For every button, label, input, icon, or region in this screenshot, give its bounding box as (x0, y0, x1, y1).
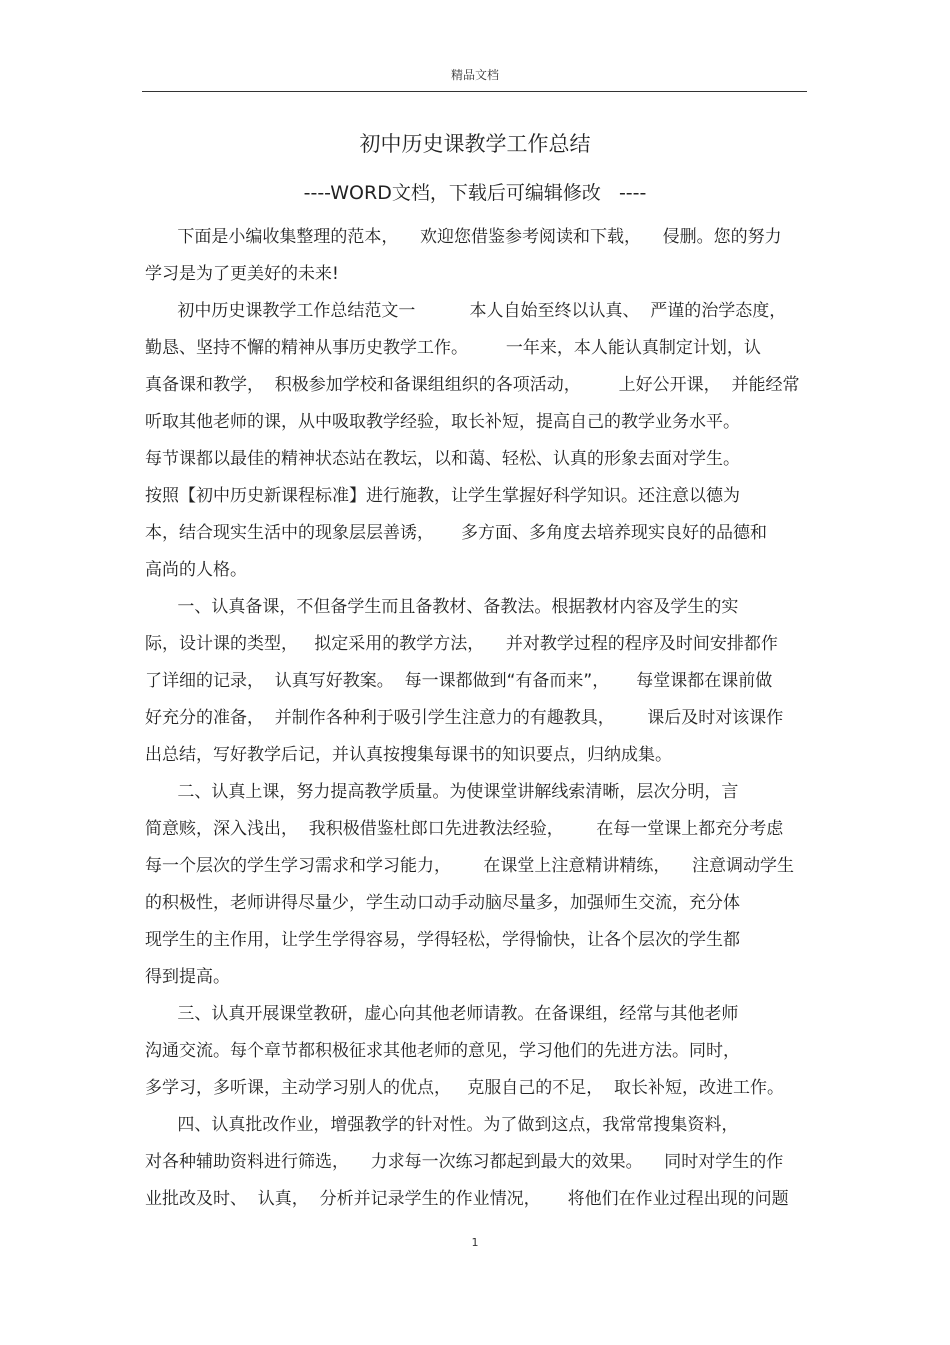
body-line: 简意赅，深入浅出， 我积极借鉴杜郎口先进教法经验， 在每一堂课上都充分考虑 (145, 819, 784, 839)
page-number: 1 (471, 1236, 479, 1249)
body-line: 初中历史课教学工作总结范文一 本人自始至终以认真、 严谨的治学态度， (145, 301, 787, 321)
body-line: 了详细的记录， 认真写好教案。 每一课都做到“有备而来”， 每堂课都在课前做 (145, 671, 773, 691)
body-line: 按照【初中历史新课程标准】进行施教，让学生掌握好科学知识。还注意以德为 (145, 486, 740, 506)
header-divider (142, 91, 807, 92)
body-line: 业批改及时、 认真， 分析并记录学生的作业情况， 将他们在作业过程出现的问题 (145, 1189, 789, 1209)
body-line: 三、认真开展课堂教研，虚心向其他老师请教。在备课组，经常与其他老师 (145, 1004, 739, 1024)
body-line: 现学生的主作用，让学生学得容易，学得轻松，学得愉快，让各个层次的学生都 (145, 930, 740, 950)
body-line: 高尚的人格。 (145, 560, 247, 580)
body-line: 好充分的准备， 并制作各种利于吸引学生注意力的有趣教具， 课后及时对该课作 (145, 708, 784, 728)
body-line: 的积极性，老师讲得尽量少，学生动口动手动脑尽量多，加强师生交流，充分体 (145, 893, 740, 913)
body-line: 际，设计课的类型， 拟定采用的教学方法， 并对教学过程的程序及时间安排都作 (145, 634, 778, 654)
body-line: 得到提高。 (145, 967, 230, 987)
header-label: 精品文档 (450, 68, 499, 82)
body-line: 多学习，多听课，主动学习别人的优点， 克服自己的不足， 取长补短，改进工作。 (145, 1078, 785, 1098)
body-line: 勤恳、坚持不懈的精神从事历史教学工作。 一年来，本人能认真制定计划，认 (145, 338, 761, 358)
body-line: 真备课和教学， 积极参加学校和备课组组织的各项活动， 上好公开课， 并能经常 (145, 375, 800, 395)
body-line: 沟通交流。每个章节都积极征求其他老师的意见，学习他们的先进方法。同时， (145, 1041, 740, 1061)
body-line: 一、认真备课，不但备学生而且备教材、备教法。根据教材内容及学生的实 (145, 597, 739, 617)
body-line: 每节课都以最佳的精神状态站在教坛，以和蔼、轻松、认真的形象去面对学生。 (145, 449, 740, 469)
body-line: 每一个层次的学生学习需求和学习能力， 在课堂上注意精讲精练， 注意调动学生 (145, 856, 795, 876)
body-line: 本，结合现实生活中的现象层层善诱， 多方面、多角度去培养现实良好的品德和 (145, 523, 768, 543)
document-title: 初中历史课教学工作总结 (359, 132, 591, 156)
document-subtitle: ----WORD文档，下载后可编辑修改 ---- (303, 182, 647, 204)
body-line: 二、认真上课，努力提高教学质量。为使课堂讲解线索清晰，层次分明，言 (145, 782, 739, 802)
body-line: 听取其他老师的课，从中吸取教学经验，取长补短，提高自己的教学业务水平。 (145, 412, 740, 432)
body-line: 出总结，写好教学后记，并认真按搜集每课书的知识要点，归纳成集。 (145, 745, 672, 765)
body-line: 对各种辅助资料进行筛选， 力求每一次练习都起到最大的效果。 同时对学生的作 (145, 1152, 784, 1172)
body-line: 学习是为了更美好的未来! (145, 264, 339, 284)
body-line: 下面是小编收集整理的范本， 欢迎您借鉴参考阅读和下载， 侵删。您的努力 (145, 227, 782, 247)
body-line: 四、认真批改作业，增强教学的针对性。为了做到这点，我常常搜集资料， (145, 1115, 739, 1135)
